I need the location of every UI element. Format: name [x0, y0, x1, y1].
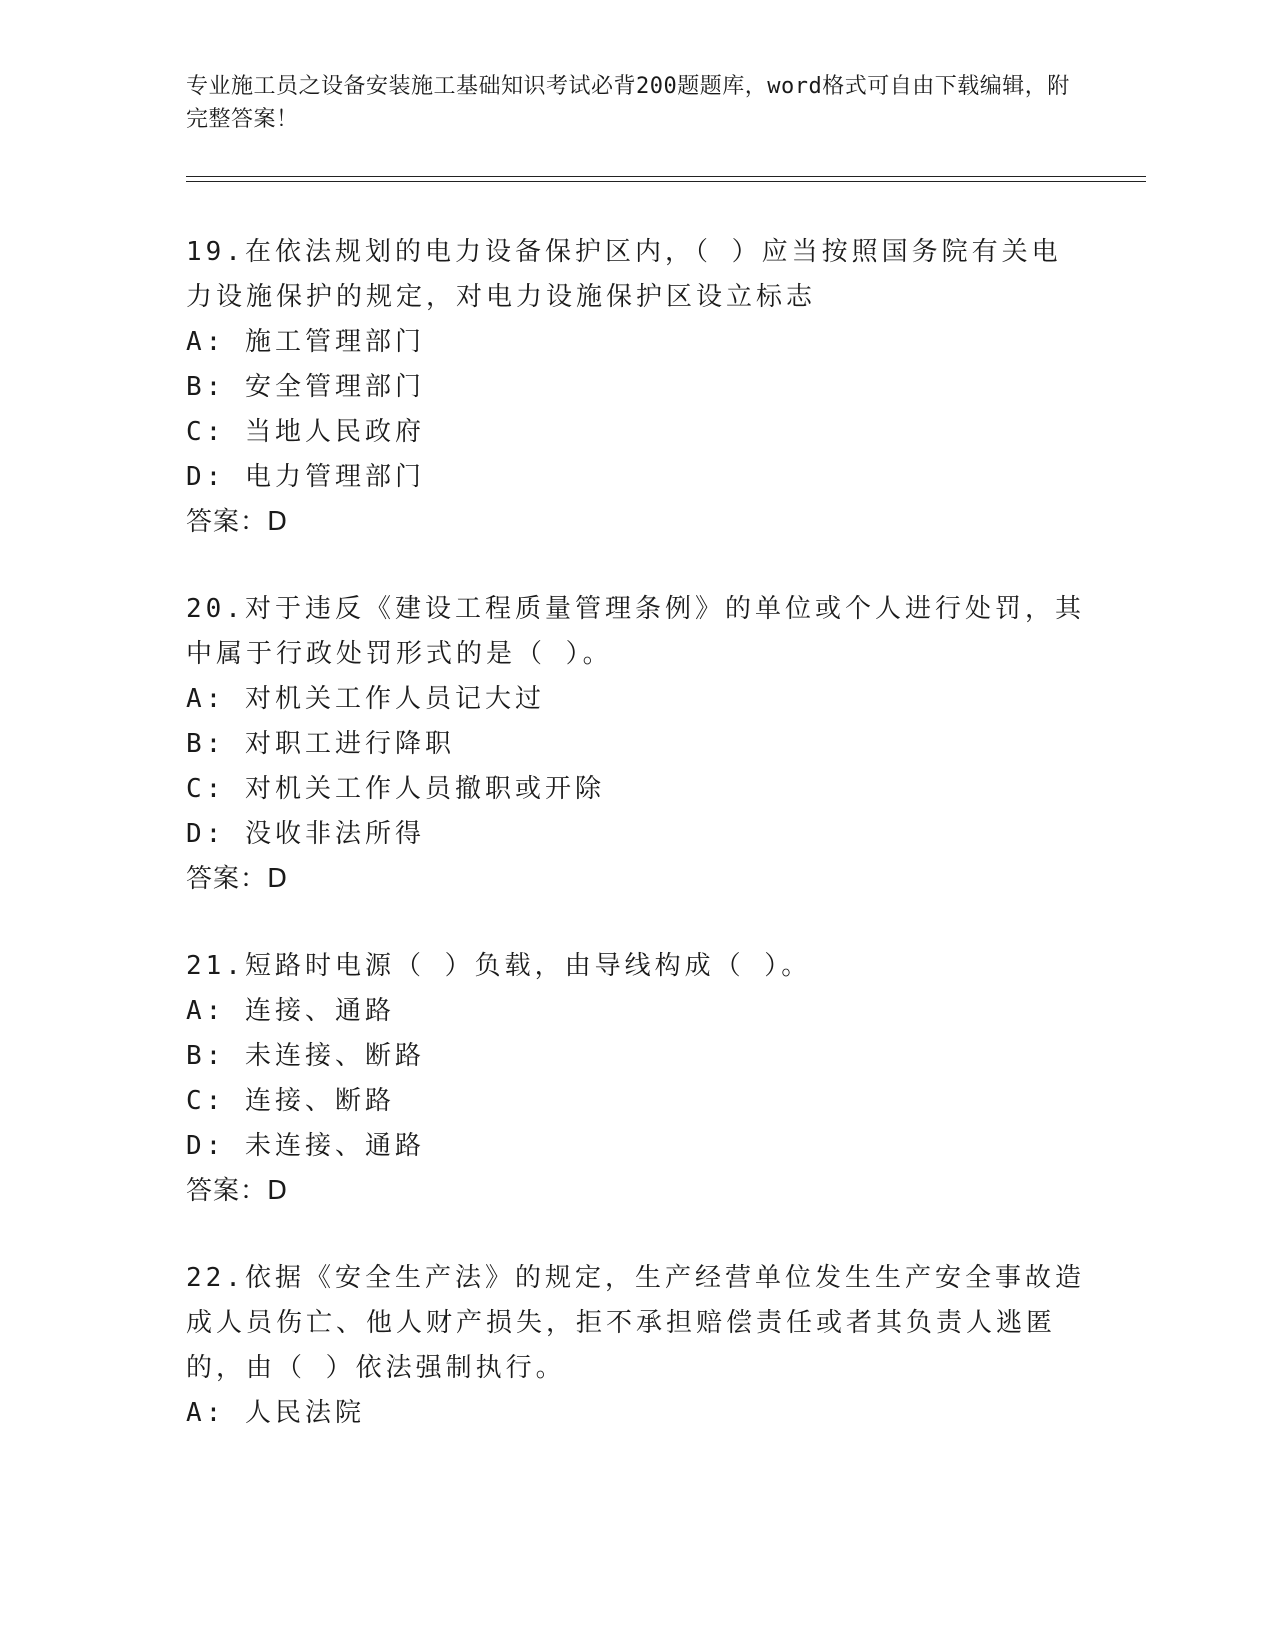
question-19 [186, 230, 1086, 545]
answer-line: 答案：D [186, 507, 289, 537]
option-d: D: 电力管理部门 [186, 462, 425, 492]
question-20 [186, 587, 1086, 902]
option-a: A: 施工管理部门 [186, 327, 425, 357]
question-stem: 19.在依法规划的电力设备保护区内，（ ）应当按照国务院有关电力设施保护的规定，对电力设施保护区设立标志 [186, 237, 1062, 312]
question-22 [186, 1256, 1086, 1436]
document-header: 专业施工员之设备安装施工基础知识考试必背200题题库，word格式可自由下载编辑，附完整答案！ [186, 74, 1070, 132]
question-21 [186, 944, 1086, 1214]
option-b: B: 未连接、断路 [186, 1041, 425, 1071]
question-stem: 21.短路时电源（ ）负载，由导线构成（ ）。 [186, 951, 812, 981]
answer-line: 答案：D [186, 864, 289, 894]
option-b: B: 对职工进行降职 [186, 729, 455, 759]
question-stem: 20.对于违反《建设工程质量管理条例》的单位或个人进行处罚，其中属于行政处罚形式的是（ ）。 [186, 594, 1085, 669]
answer-line: 答案：D [186, 1176, 289, 1206]
option-d: D: 未连接、通路 [186, 1131, 425, 1161]
option-c: C: 连接、断路 [186, 1086, 395, 1116]
option-d: D: 没收非法所得 [186, 819, 425, 849]
option-c: C: 当地人民政府 [186, 417, 425, 447]
option-a: A: 连接、通路 [186, 996, 395, 1026]
question-list [186, 230, 1086, 1478]
header-divider-bottom [186, 181, 1146, 182]
question-stem: 22.依据《安全生产法》的规定，生产经营单位发生生产安全事故造成人员伤亡、他人财产损失，拒不承担赔偿责任或者其负责人逃匿的，由（ ）依法强制执行。 [186, 1263, 1085, 1383]
option-a: A: 人民法院 [186, 1398, 365, 1428]
option-b: B: 安全管理部门 [186, 372, 425, 402]
header-divider-top [186, 176, 1146, 177]
option-a: A: 对机关工作人员记大过 [186, 684, 545, 714]
option-c: C: 对机关工作人员撤职或开除 [186, 774, 605, 804]
